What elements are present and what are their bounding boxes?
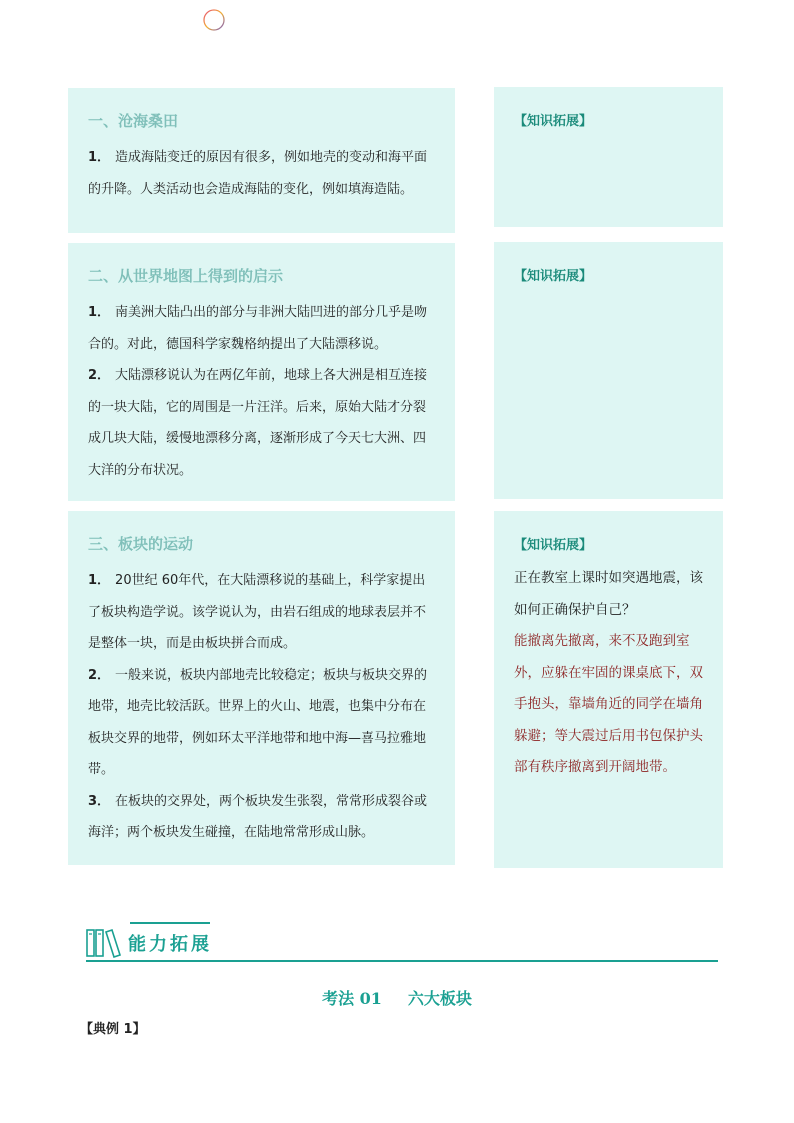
paragraph-text: 南美洲大陆凸出的部分与非洲大陆凹进的部分几乎是吻合的。对此，德国科学家魏格纳提出了大陆漂移说。 bbox=[88, 305, 428, 352]
method-heading bbox=[0, 986, 794, 1009]
extension-title: 【知识拓展】 bbox=[514, 114, 593, 129]
paragraph bbox=[88, 565, 437, 660]
logo-circle-icon bbox=[203, 9, 225, 31]
paragraph-number: 1． bbox=[88, 573, 111, 588]
paragraph-number: 2． bbox=[88, 667, 111, 683]
section-box-2 bbox=[68, 243, 455, 501]
paragraph-text: 大陆漂移说认为在两亿年前，地球上各大洲是相互连接的一块大陆，它的周围是一片汪洋。后来，原始大陆才分裂成几块大陆，缓慢地漂移分离，逐渐形成了今天七大洲、四大洋的分布状况。 bbox=[88, 368, 428, 478]
example-label: 【典例 1】 bbox=[80, 1022, 146, 1037]
extension-question: 正在教室上课时如突遇地震，该如何正确保护自己？ bbox=[514, 570, 703, 618]
paragraph-number: 1． bbox=[88, 150, 111, 165]
extension-answer: 能撤离先撤离，来不及跑到室外，应躲在牢固的课桌底下，双手抱头，靠墙角近的同学在墙角躲避；等大震过后用书包保护头部有秩序撤离到开阔地带。 bbox=[514, 633, 703, 775]
extension-title: 【知识拓展】 bbox=[514, 538, 593, 553]
ability-title: 能力拓展 bbox=[128, 934, 212, 955]
section-title: 一、沧海桑田 bbox=[88, 112, 179, 130]
paragraph bbox=[88, 142, 437, 205]
section-title: 三、板块的运动 bbox=[88, 535, 194, 553]
section-title: 二、从世界地图上得到的启示 bbox=[88, 267, 284, 285]
paragraph-number: 1． bbox=[88, 305, 111, 320]
paragraph-number: 2． bbox=[88, 368, 111, 383]
header-underline bbox=[86, 960, 718, 962]
paragraph bbox=[88, 786, 437, 849]
section-box-3 bbox=[68, 511, 455, 865]
method-label: 考法 01 bbox=[322, 989, 382, 1008]
paragraph-text: 一般来说，板块内部地壳比较稳定；板块与板块交界的地带，地壳比较活跃。世界上的火山、地震，也集中分布在板块交界的地带，例如环太平洋地带和地中海—喜马拉雅地带。 bbox=[88, 667, 428, 777]
paragraph-text: 造成海陆变迁的原因有很多，例如地壳的变动和海平面的升降。人类活动也会造成海陆的变化，例如填海造陆。 bbox=[88, 150, 428, 197]
extension-box-3 bbox=[494, 511, 723, 868]
paragraph-number: 3． bbox=[88, 793, 111, 809]
method-name: 六大板块 bbox=[407, 989, 472, 1008]
extension-box-1 bbox=[494, 87, 723, 227]
paragraph-text: 在板块的交界处，两个板块发生张裂，常常形成裂谷或海洋；两个板块发生碰撞，在陆地常常形成山脉。 bbox=[88, 793, 428, 840]
header-top-line bbox=[130, 922, 210, 924]
paragraph bbox=[88, 297, 437, 360]
paragraph bbox=[88, 660, 437, 786]
paragraph bbox=[88, 360, 437, 486]
books-icon bbox=[86, 928, 124, 958]
section-box-1 bbox=[68, 88, 455, 233]
extension-title: 【知识拓展】 bbox=[514, 269, 593, 284]
ability-header bbox=[86, 922, 718, 962]
extension-box-2 bbox=[494, 242, 723, 499]
paragraph-text: 20世纪 60年代，在大陆漂移说的基础上，科学家提出了板块构造学说。该学说认为，由岩石组成的地球表层并不是整体一块，而是由板块拼合而成。 bbox=[88, 573, 427, 651]
